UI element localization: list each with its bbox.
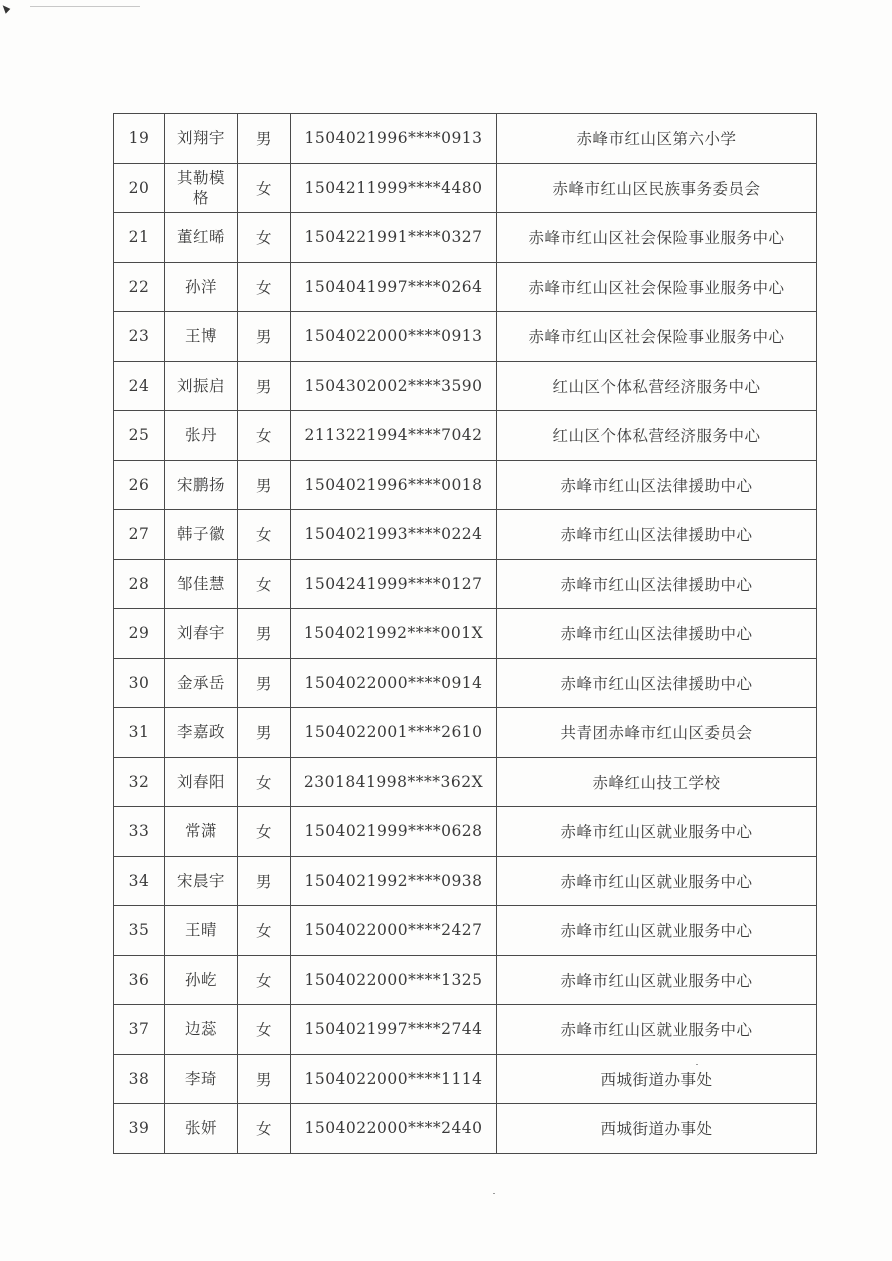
id-number-cell: 1504021993****0224	[291, 510, 497, 560]
id-number-cell: 1504021999****0628	[291, 807, 497, 857]
table-row	[114, 757, 817, 807]
roster-table-body	[114, 114, 817, 1154]
name-text: 边蕊	[184, 1020, 217, 1039]
name-text: 李琦	[184, 1069, 217, 1088]
name-cell	[165, 658, 238, 708]
name-cell	[165, 757, 238, 807]
row-number-cell: 34	[114, 856, 165, 906]
name-cell	[165, 708, 238, 758]
work-unit-cell: 赤峰市红山区法律援助中心	[497, 460, 817, 510]
name-text: 刘春阳	[176, 772, 225, 791]
name-text: 宋晨宇	[176, 871, 225, 890]
gender-cell: 女	[238, 807, 291, 857]
work-unit-cell: 共青团赤峰市红山区委员会	[497, 708, 817, 758]
work-unit-cell: 赤峰市红山区法律援助中心	[497, 559, 817, 609]
row-number-cell: 25	[114, 411, 165, 461]
work-unit-cell: 赤峰市红山区法律援助中心	[497, 609, 817, 659]
row-number-cell: 39	[114, 1104, 165, 1154]
id-number-cell: 1504022001****2610	[291, 708, 497, 758]
scan-edge-line	[30, 6, 140, 7]
row-number-cell: 21	[114, 213, 165, 263]
work-unit-cell: 红山区个体私营经济服务中心	[497, 361, 817, 411]
name-cell	[165, 361, 238, 411]
row-number-cell: 31	[114, 708, 165, 758]
id-number-cell: 1504241999****0127	[291, 559, 497, 609]
row-number-cell: 33	[114, 807, 165, 857]
name-text: 孙屹	[184, 970, 217, 989]
table-row	[114, 807, 817, 857]
name-cell	[165, 1054, 238, 1104]
name-cell	[165, 559, 238, 609]
gender-cell: 女	[238, 955, 291, 1005]
id-number-cell: 1504302002****3590	[291, 361, 497, 411]
work-unit-cell: 赤峰市红山区法律援助中心	[497, 658, 817, 708]
work-unit-cell: 赤峰市红山区社会保险事业服务中心	[497, 262, 817, 312]
id-number-cell: 1504221991****0327	[291, 213, 497, 263]
row-number-cell: 20	[114, 163, 165, 213]
gender-cell: 女	[238, 906, 291, 956]
table-row	[114, 312, 817, 362]
row-number-cell: 24	[114, 361, 165, 411]
gender-cell: 男	[238, 114, 291, 164]
work-unit-cell: 赤峰市红山区民族事务委员会	[497, 163, 817, 213]
work-unit-cell: 赤峰市红山区法律援助中心	[497, 510, 817, 560]
gender-cell: 男	[238, 1054, 291, 1104]
name-cell	[165, 312, 238, 362]
id-number-cell: 1504022000****2427	[291, 906, 497, 956]
id-number-cell: 1504021997****2744	[291, 1005, 497, 1055]
table-row	[114, 361, 817, 411]
row-number-cell: 30	[114, 658, 165, 708]
table-row	[114, 510, 817, 560]
name-text: 孙洋	[184, 277, 217, 296]
work-unit-cell: 赤峰市红山区就业服务中心	[497, 955, 817, 1005]
id-number-cell: 1504211999****4480	[291, 163, 497, 213]
gender-cell: 女	[238, 510, 291, 560]
row-number-cell: 26	[114, 460, 165, 510]
table-row	[114, 163, 817, 213]
gender-cell: 男	[238, 658, 291, 708]
row-number-cell: 28	[114, 559, 165, 609]
table-row	[114, 213, 817, 263]
id-number-cell: 1504022000****1325	[291, 955, 497, 1005]
roster-table	[113, 113, 817, 1154]
work-unit-cell: 赤峰市红山区第六小学	[497, 114, 817, 164]
gender-cell: 女	[238, 1005, 291, 1055]
id-number-cell: 2301841998****362X	[291, 757, 497, 807]
table-row	[114, 1104, 817, 1154]
id-number-cell: 2113221994****7042	[291, 411, 497, 461]
id-number-cell: 1504021992****0938	[291, 856, 497, 906]
gender-cell: 女	[238, 213, 291, 263]
gender-cell: 女	[238, 757, 291, 807]
id-number-cell: 1504022000****2440	[291, 1104, 497, 1154]
row-number-cell: 23	[114, 312, 165, 362]
name-text: 王晴	[184, 921, 217, 940]
id-number-cell: 1504021996****0913	[291, 114, 497, 164]
row-number-cell: 29	[114, 609, 165, 659]
name-cell	[165, 411, 238, 461]
table-row	[114, 559, 817, 609]
gender-cell: 男	[238, 312, 291, 362]
gender-cell: 女	[238, 163, 291, 213]
row-number-cell: 35	[114, 906, 165, 956]
gender-cell: 男	[238, 609, 291, 659]
id-number-cell: 1504021996****0018	[291, 460, 497, 510]
row-number-cell: 32	[114, 757, 165, 807]
gender-cell: 男	[238, 460, 291, 510]
row-number-cell: 36	[114, 955, 165, 1005]
id-number-cell: 1504022000****0914	[291, 658, 497, 708]
name-cell	[165, 114, 238, 164]
gender-cell: 男	[238, 708, 291, 758]
name-cell	[165, 1104, 238, 1154]
gender-cell: 女	[238, 411, 291, 461]
table-row	[114, 460, 817, 510]
name-cell	[165, 807, 238, 857]
id-number-cell: 1504022000****1114	[291, 1054, 497, 1104]
name-text: 张妍	[184, 1119, 217, 1138]
name-text: 董红晞	[176, 228, 225, 247]
name-cell	[165, 163, 238, 213]
table-row	[114, 114, 817, 164]
name-text: 刘振启	[176, 376, 225, 395]
scan-speck	[493, 1193, 495, 1194]
work-unit-cell: 赤峰市红山区社会保险事业服务中心	[497, 213, 817, 263]
name-text: 刘翔宇	[176, 129, 225, 148]
table-row	[114, 856, 817, 906]
name-text: 其勒模格	[176, 168, 225, 207]
name-text: 常潇	[184, 822, 217, 841]
name-cell	[165, 856, 238, 906]
table-row	[114, 955, 817, 1005]
row-number-cell: 22	[114, 262, 165, 312]
name-cell	[165, 213, 238, 263]
table-row	[114, 906, 817, 956]
name-cell	[165, 609, 238, 659]
name-text: 张丹	[184, 426, 217, 445]
table-row	[114, 609, 817, 659]
table-row	[114, 1005, 817, 1055]
work-unit-cell: 红山区个体私营经济服务中心	[497, 411, 817, 461]
row-number-cell: 37	[114, 1005, 165, 1055]
scan-corner-mark	[3, 3, 12, 14]
work-unit-cell: 西城街道办事处	[497, 1054, 817, 1104]
id-number-cell: 1504021992****001X	[291, 609, 497, 659]
name-text: 李嘉政	[176, 723, 225, 742]
work-unit-cell: 赤峰市红山区就业服务中心	[497, 906, 817, 956]
work-unit-cell: 赤峰市红山区就业服务中心	[497, 1005, 817, 1055]
row-number-cell: 27	[114, 510, 165, 560]
name-text: 韩子徽	[176, 525, 225, 544]
name-cell	[165, 510, 238, 560]
table-row	[114, 658, 817, 708]
name-cell	[165, 1005, 238, 1055]
name-cell	[165, 955, 238, 1005]
gender-cell: 女	[238, 1104, 291, 1154]
table-row	[114, 411, 817, 461]
name-cell	[165, 906, 238, 956]
name-text: 刘春宇	[176, 624, 225, 643]
table-row	[114, 262, 817, 312]
name-text: 邹佳慧	[176, 574, 225, 593]
id-number-cell: 1504022000****0913	[291, 312, 497, 362]
gender-cell: 女	[238, 559, 291, 609]
gender-cell: 男	[238, 856, 291, 906]
work-unit-cell: 赤峰红山技工学校	[497, 757, 817, 807]
row-number-cell: 38	[114, 1054, 165, 1104]
row-number-cell: 19	[114, 114, 165, 164]
gender-cell: 女	[238, 262, 291, 312]
work-unit-cell: 赤峰市红山区就业服务中心	[497, 807, 817, 857]
id-number-cell: 1504041997****0264	[291, 262, 497, 312]
name-text: 金承岳	[176, 673, 225, 692]
gender-cell: 男	[238, 361, 291, 411]
work-unit-cell: 西城街道办事处	[497, 1104, 817, 1154]
name-text: 宋鹏扬	[176, 475, 225, 494]
table-row	[114, 1054, 817, 1104]
table-row	[114, 708, 817, 758]
name-text: 王博	[184, 327, 217, 346]
name-cell	[165, 262, 238, 312]
work-unit-cell: 赤峰市红山区社会保险事业服务中心	[497, 312, 817, 362]
name-cell	[165, 460, 238, 510]
work-unit-cell: 赤峰市红山区就业服务中心	[497, 856, 817, 906]
